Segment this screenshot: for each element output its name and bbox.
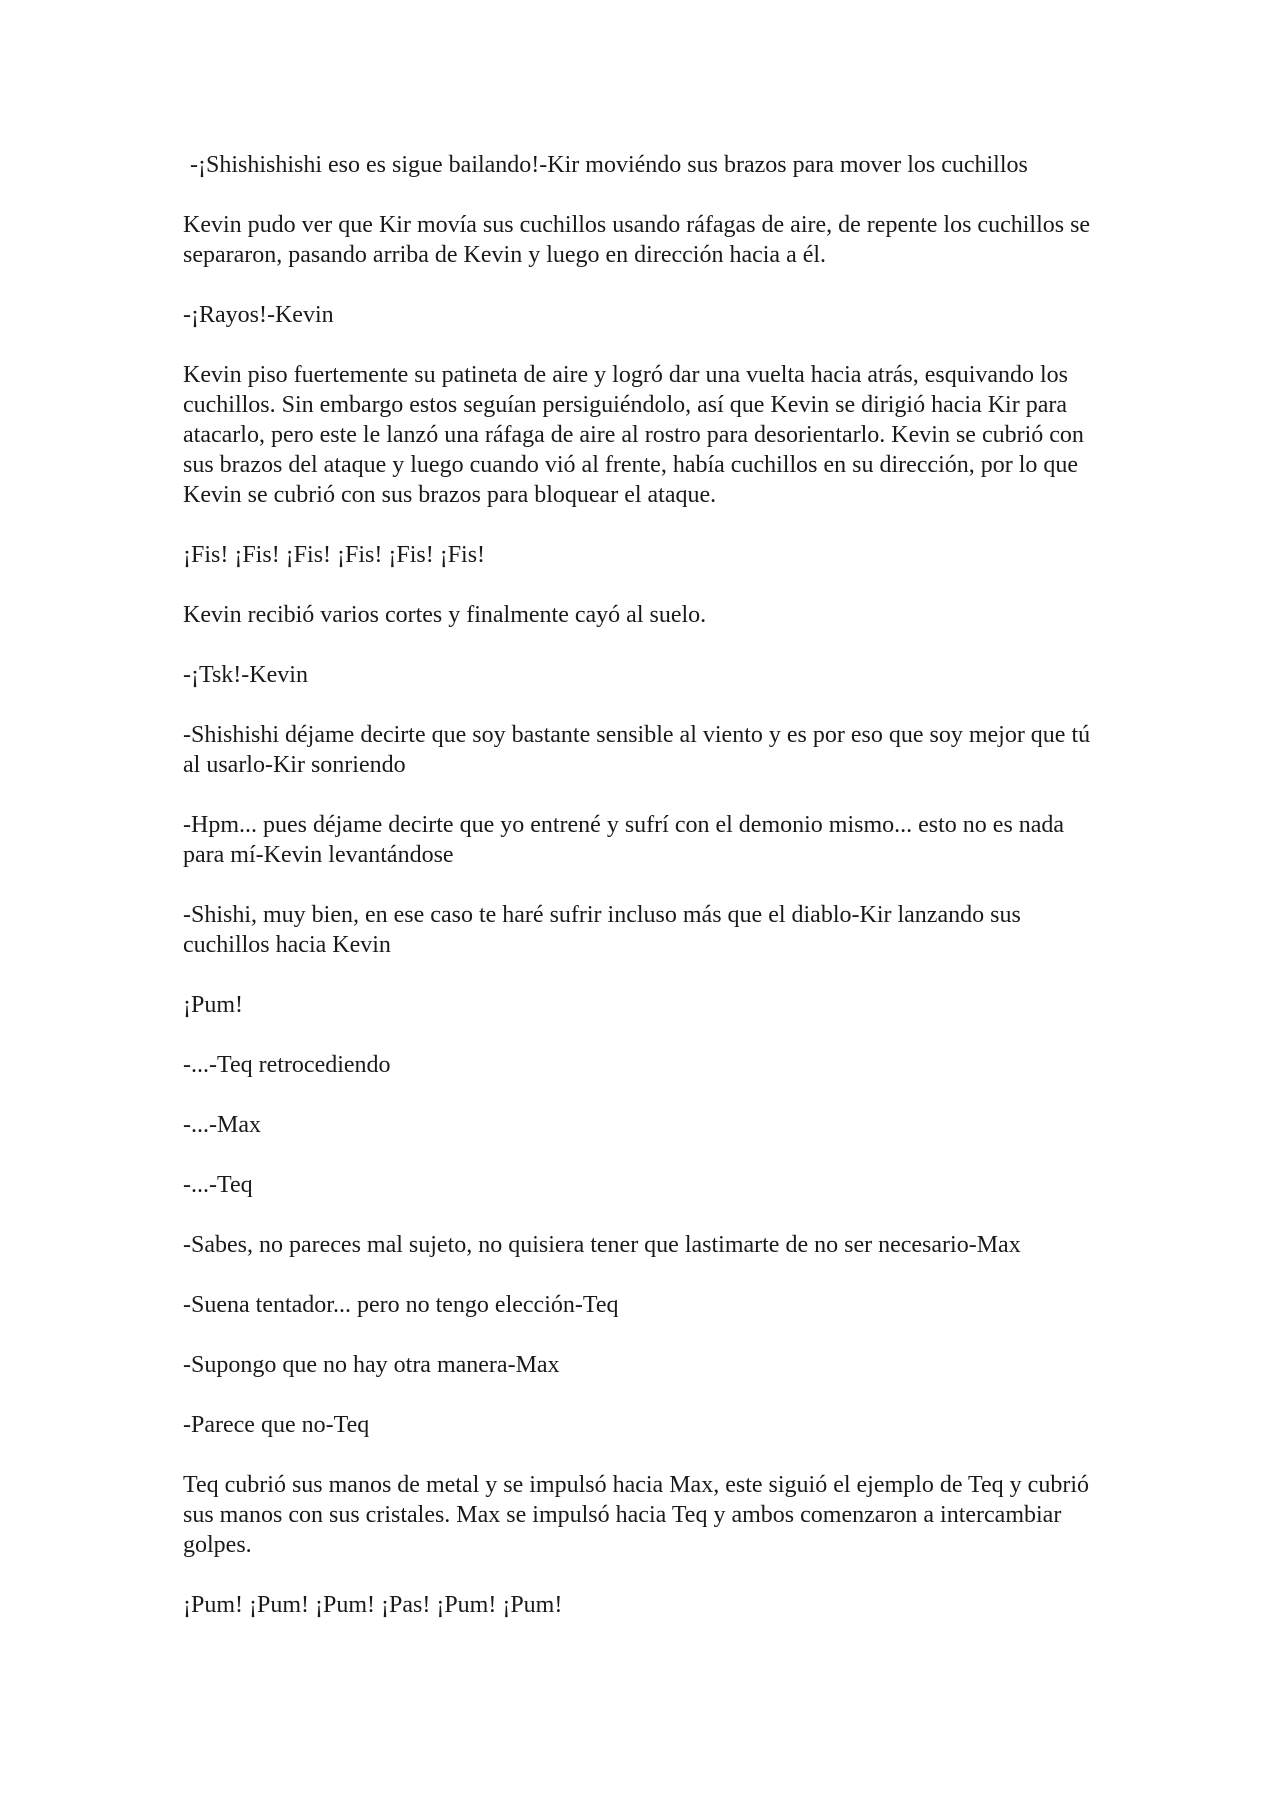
paragraph: -Parece que no-Teq	[183, 1412, 370, 1438]
paragraph: -Hpm... pues déjame decirte que yo entrené y sufrí con el demonio mismo... esto no es nada para mí-Kevin levantándose	[183, 812, 1065, 868]
paragraph: -Shishishi déjame decirte que soy bastante sensible al viento y es por eso que soy mejor que tú al usarlo-Kir sonriendo	[183, 722, 1091, 778]
paragraph: Teq cubrió sus manos de metal y se impulsó hacia Max, este siguió el ejemplo de Teq y cubrió sus manos con sus cristales. Max se impulsó hacia Teq y ambos comenzaron a intercambiar golpes.	[183, 1472, 1089, 1558]
paragraph: -Sabes, no pareces mal sujeto, no quisiera tener que lastimarte de no ser necesario-Max	[183, 1232, 1021, 1258]
paragraph: -...-Teq retrocediendo	[183, 1052, 391, 1078]
paragraph: ¡Fis! ¡Fis! ¡Fis! ¡Fis! ¡Fis! ¡Fis!	[183, 542, 486, 568]
paragraph: -...-Max	[183, 1112, 261, 1138]
paragraph: -Supongo que no hay otra manera-Max	[183, 1352, 560, 1378]
paragraph: -Suena tentador... pero no tengo elección-Teq	[183, 1292, 619, 1318]
document-body	[183, 150, 1098, 1650]
paragraph: -...-Teq	[183, 1172, 253, 1198]
paragraph: Kevin pudo ver que Kir movía sus cuchillos usando ráfagas de aire, de repente los cuchillos se separaron, pasando arriba de Kevin y luego en dirección hacia a él.	[183, 212, 1091, 268]
paragraph: -¡Tsk!-Kevin	[183, 662, 308, 688]
paragraph: ¡Pum!	[183, 992, 243, 1018]
paragraph: Kevin piso fuertemente su patineta de aire y logró dar una vuelta hacia atrás, esquivando los cuchillos. Sin embargo estos seguían persiguiéndolo, así que Kevin se dirigió hacia Kir para atacarlo, pero este le lanzó una ráfaga de aire al rostro para desorientarlo. Kevin se cubrió con sus brazos del ataque y luego cuando vió al frente, había cuchillos en su dirección, por lo que Kevin se cubrió con sus brazos para bloquear el ataque.	[183, 362, 1084, 508]
paragraph: -Shishi, muy bien, en ese caso te haré sufrir incluso más que el diablo-Kir lanzando sus cuchillos hacia Kevin	[183, 902, 1021, 958]
paragraph: -¡Rayos!-Kevin	[183, 302, 334, 328]
paragraph: -¡Shishishishi eso es sigue bailando!-Kir moviéndo sus brazos para mover los cuchillos	[190, 152, 1028, 178]
paragraph: Kevin recibió varios cortes y finalmente cayó al suelo.	[183, 602, 707, 628]
paragraph: ¡Pum! ¡Pum! ¡Pum! ¡Pas! ¡Pum! ¡Pum!	[183, 1592, 563, 1618]
